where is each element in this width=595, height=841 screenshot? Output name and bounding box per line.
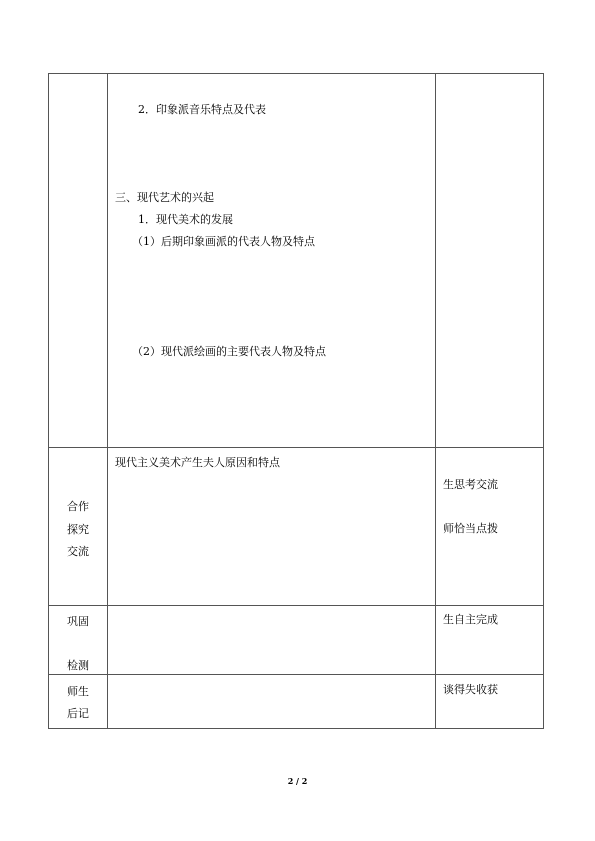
row-label: 巩固 [67,615,89,628]
cooperation-row [49,447,543,605]
content-cell [108,448,436,605]
reflection-note: 谈得失收获 [443,683,498,696]
label-cell [49,606,108,674]
page-number: 2 / 2 [287,776,308,786]
student-note: 生思考交流 [443,478,498,491]
section-item: 2．印象派音乐特点及代表 [138,103,266,116]
row-label: 后记 [67,707,89,720]
notes-cell [436,448,543,605]
label-cell [49,74,108,447]
label-cell [49,448,108,605]
lesson-plan-table [48,73,544,729]
row-label: 检测 [67,659,89,672]
notes-cell [436,606,543,674]
discussion-topic: 现代主义美术产生夫人原因和特点 [115,456,280,469]
consolidation-row [49,605,543,674]
teacher-note: 师恰当点拨 [443,522,498,535]
content-cell [108,74,436,447]
reflection-row [49,674,543,728]
row-label: 交流 [67,545,89,558]
student-note: 生自主完成 [443,613,498,626]
notes-cell [436,74,543,447]
content-row [49,74,543,447]
row-label: 探究 [67,523,89,536]
content-cell [108,675,436,728]
row-label: 合作 [67,500,89,513]
subsection-heading: 1．现代美术的发展 [138,213,233,226]
question-item: （2）现代派绘画的主要代表人物及特点 [132,345,326,358]
notes-cell [436,675,543,728]
label-cell [49,675,108,728]
row-label: 师生 [67,685,89,698]
content-cell [108,606,436,674]
section-heading: 三、现代艺术的兴起 [115,191,214,204]
question-item: （1）后期印象画派的代表人物及特点 [132,235,315,248]
